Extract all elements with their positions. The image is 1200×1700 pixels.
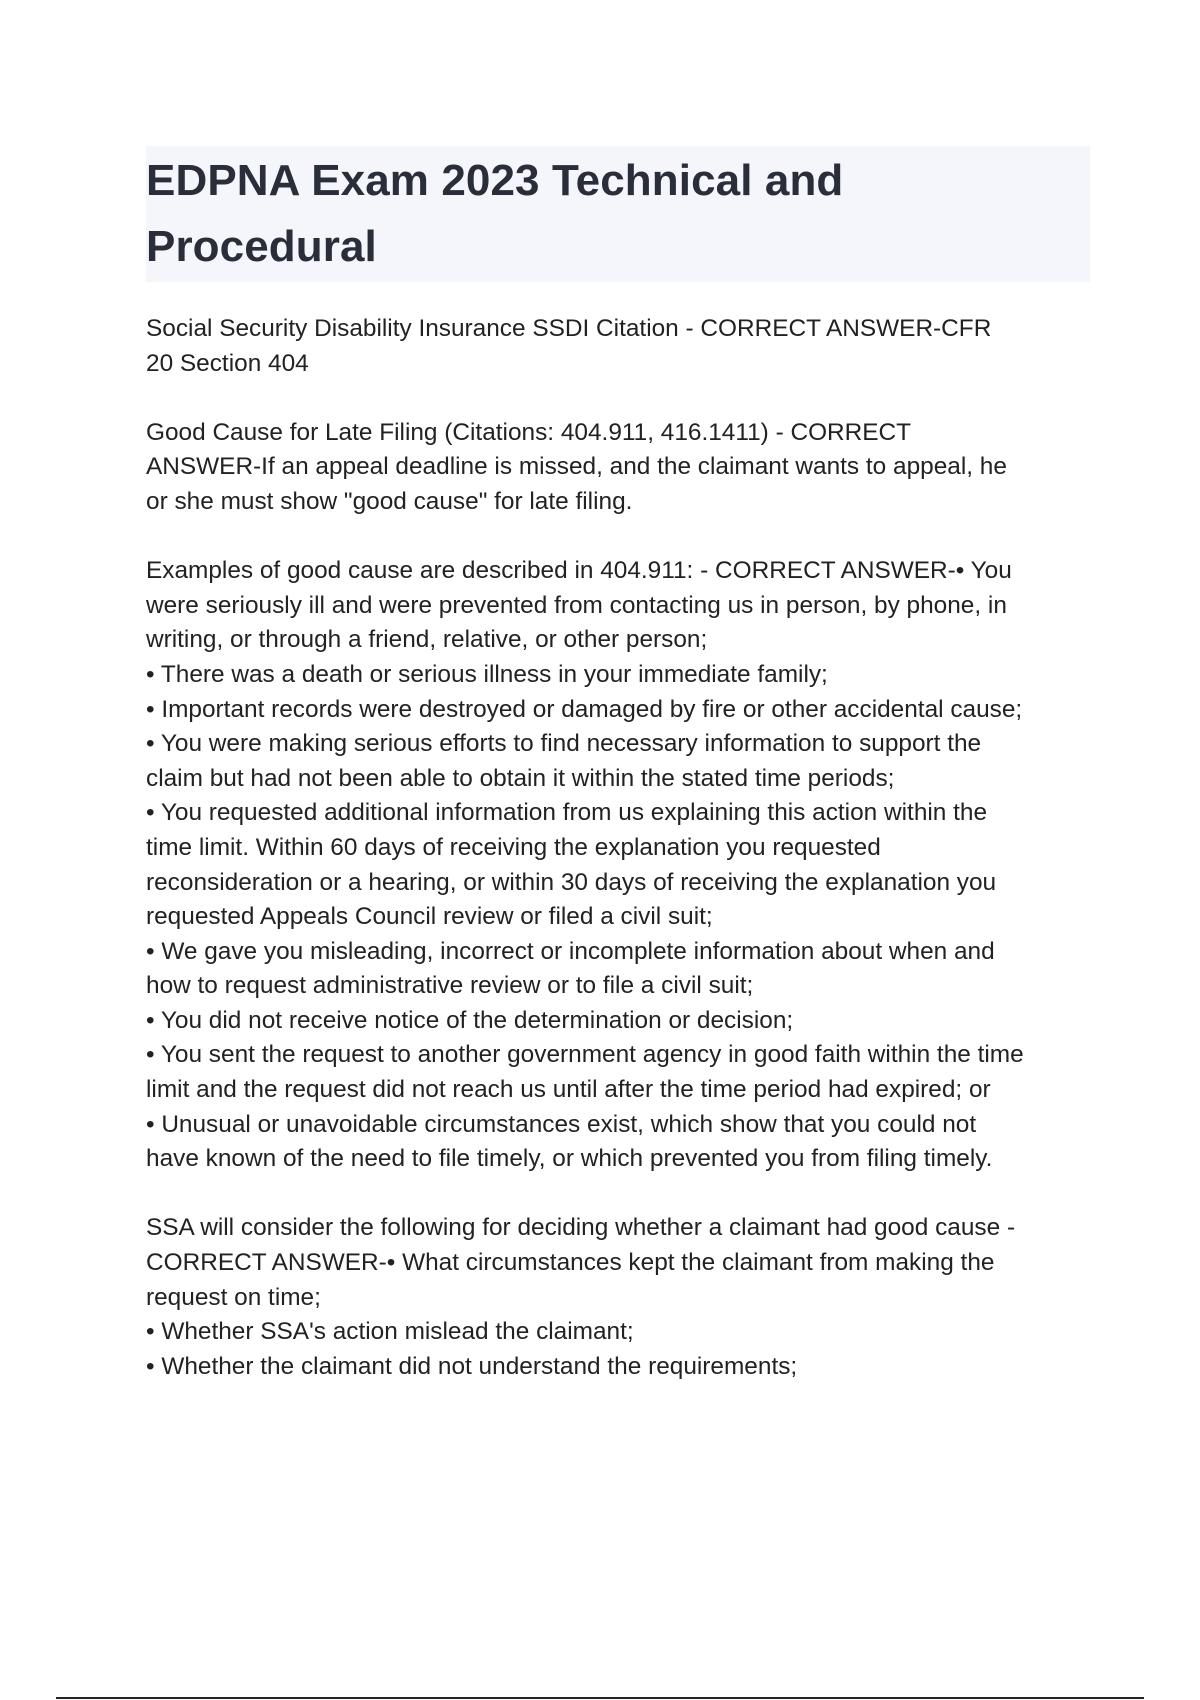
bullet-line: • There was a death or serious illness in your immediate family; <box>146 660 828 688</box>
title-line: EDPNA Exam 2023 Technical and <box>146 156 844 205</box>
text-line: have known of the need to file timely, or which prevented you from filing timely. <box>146 1145 993 1173</box>
qa-item-ssdi-citation <box>146 312 1096 381</box>
text-line: SSA will consider the following for deciding whether a claimant had good cause - <box>146 1214 1016 1242</box>
title-banner <box>146 146 1090 282</box>
footer-divider <box>56 1697 1144 1699</box>
bullet-line: • You sent the request to another government agency in good faith within the time <box>146 1041 1024 1069</box>
page-title <box>146 146 1090 280</box>
bullet-line: • You did not receive notice of the determination or decision; <box>146 1006 794 1034</box>
bullet-line: • Whether the claimant did not understand the requirements; <box>146 1352 798 1380</box>
text-line: Good Cause for Late Filing (Citations: 404.911, 416.1411) - CORRECT <box>146 418 912 446</box>
title-line: Procedural <box>146 222 377 271</box>
text-line: request on time; <box>146 1283 321 1311</box>
text-line: Examples of good cause are described in 404.911: - CORRECT ANSWER-• You <box>146 557 1012 585</box>
text-line: limit and the request did not reach us until after the time period had expired; or <box>146 1076 991 1104</box>
text-line: ANSWER-If an appeal deadline is missed, and the claimant wants to appeal, he <box>146 453 1007 481</box>
text-line: time limit. Within 60 days of receiving the explanation you requested <box>146 833 881 861</box>
bullet-line: • Whether SSA's action mislead the claimant; <box>146 1318 634 1346</box>
text-line: were seriously ill and were prevented from contacting us in person, by phone, in <box>146 591 1007 619</box>
text-line: how to request administrative review or to file a civil suit; <box>146 972 754 1000</box>
qa-item-good-cause-examples <box>146 554 1096 1177</box>
bullet-line: • We gave you misleading, incorrect or incomplete information about when and <box>146 937 995 965</box>
bullet-line: • Unusual or unavoidable circumstances exist, which show that you could not <box>146 1110 977 1138</box>
bullet-line: • Important records were destroyed or damaged by fire or other accidental cause; <box>146 695 1023 723</box>
text-line: 20 Section 404 <box>146 349 309 377</box>
qa-item-good-cause-late-filing <box>146 416 1096 520</box>
text-line: or she must show "good cause" for late filing. <box>146 487 633 515</box>
bullet-line: • You were making serious efforts to find necessary information to support the <box>146 730 982 758</box>
text-line: claim but had not been able to obtain it within the stated time periods; <box>146 764 895 792</box>
bullet-line: • You requested additional information from us explaining this action within the <box>146 799 988 827</box>
text-line: CORRECT ANSWER-• What circumstances kept the claimant from making the <box>146 1249 995 1277</box>
text-line: reconsideration or a hearing, or within 30 days of receiving the explanation you <box>146 868 997 896</box>
qa-item-ssa-considerations <box>146 1211 1096 1384</box>
document-body <box>146 312 1096 1419</box>
text-line: writing, or through a friend, relative, or other person; <box>146 626 708 654</box>
text-line: requested Appeals Council review or filed a civil suit; <box>146 903 713 931</box>
text-line: Social Security Disability Insurance SSDI Citation - CORRECT ANSWER-CFR <box>146 315 992 342</box>
